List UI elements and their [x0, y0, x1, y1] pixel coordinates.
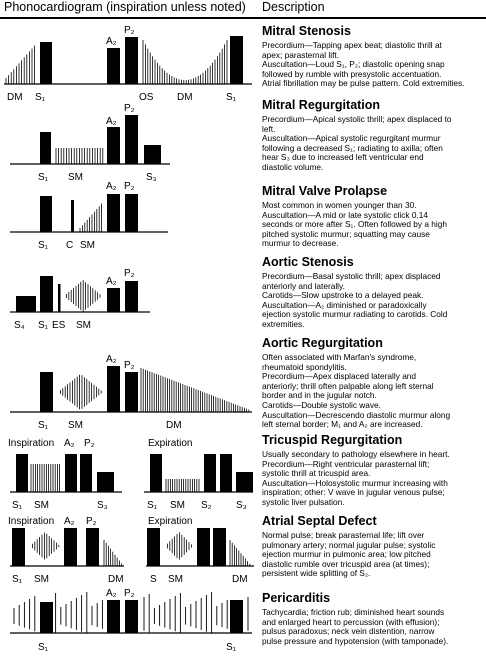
murmur-lines — [6, 46, 35, 84]
heart-sound-bar — [107, 600, 120, 633]
heart-sound-bar — [125, 115, 138, 164]
sound-label: P₂ — [86, 516, 97, 527]
murmur-lines — [30, 533, 59, 560]
murmur-lines — [64, 280, 100, 312]
sound-label: SM — [170, 500, 185, 511]
description-line: Precordium—Apex displaced laterally and — [262, 371, 417, 382]
ejection-sound-mark — [58, 284, 61, 312]
heart-sound-bar — [97, 472, 114, 492]
description-line: left. — [262, 123, 276, 134]
description-line: systolic thrill at tricuspid area. — [262, 468, 371, 479]
sound-label: P₂ — [84, 438, 95, 449]
condition-entry — [262, 98, 484, 173]
heart-sound-bar — [64, 528, 77, 566]
description-line: anteriorly and laterally. — [262, 280, 345, 291]
heart-sound-bar — [220, 454, 232, 492]
murmur-lines — [58, 375, 101, 410]
sound-label: DM — [108, 574, 124, 585]
description-line: and enlarged heart to percussion (with effusion); — [262, 616, 440, 627]
heart-sound-bar — [197, 528, 210, 566]
condition-entry — [262, 336, 484, 430]
condition-entry — [262, 184, 484, 249]
sound-label: Inspiration — [8, 516, 55, 527]
heart-sound-bar — [16, 296, 36, 312]
murmur-lines — [165, 532, 191, 559]
sound-label: A₂ — [106, 276, 117, 287]
condition-description — [262, 608, 484, 646]
heart-sound-bar — [125, 600, 138, 633]
heart-sound-bar — [107, 127, 120, 164]
heart-sound-bar — [204, 454, 216, 492]
sound-label: SM — [34, 574, 49, 585]
heart-sound-bar — [230, 36, 243, 84]
condition-title: Mitral Regurgitation — [262, 98, 381, 112]
description-line: Most common in women younger than 30. — [262, 200, 417, 210]
sound-label: A₂ — [64, 516, 75, 527]
description-line: following a decreased S₁; radiating to axilla; often — [262, 142, 443, 153]
sound-label: S₁ — [147, 500, 158, 511]
murmur-lines — [80, 204, 102, 232]
sound-label: SM — [68, 420, 83, 431]
heart-sound-bar — [16, 454, 28, 492]
description-line: anteriorly; thrill often palpable along left sternal — [262, 380, 434, 391]
sound-label: A₂ — [106, 354, 117, 365]
condition-entry — [262, 514, 484, 579]
description-line: extremities. — [262, 318, 305, 329]
sound-label: A₂ — [106, 36, 117, 47]
heart-sound-bar — [125, 372, 138, 412]
systolic-click-mark — [71, 200, 74, 232]
sound-label: S₁ — [12, 500, 23, 511]
description-line: ejection systolic murmur radiating to carotids. Cold — [262, 309, 448, 320]
condition-description — [262, 450, 484, 508]
description-line: pulsus paradoxus; neck vein distention, narrow — [262, 626, 435, 637]
sound-label: S₁ — [38, 172, 49, 183]
description-line: Precordium—Right ventricular parasternal lift; — [262, 458, 430, 469]
sound-label: P₂ — [124, 25, 135, 36]
heart-sound-bar — [125, 281, 138, 312]
description-line: Auscultation—Holosystolic murmur increasing with — [262, 477, 448, 488]
sound-label: P₂ — [124, 103, 135, 114]
sound-label: SM — [68, 172, 83, 183]
sound-label: P₂ — [124, 588, 135, 599]
condition-title: Atrial Septal Defect — [262, 514, 377, 528]
condition-description — [262, 531, 484, 579]
description-line: rheumatoid spondylitis. — [262, 361, 347, 372]
description-line: Precordium—Basal systolic thrill; apex displaced — [262, 271, 441, 281]
sound-label: S₁ — [12, 574, 23, 585]
description-line: pulmonary artery; normal jugular pulse; systolic — [262, 539, 436, 550]
heart-sound-bar — [86, 528, 99, 566]
sound-label: P₂ — [124, 181, 135, 192]
sound-label: S₁ — [226, 92, 237, 103]
sound-label: Expiration — [148, 438, 193, 449]
description-line: Auscultation—A₂ diminished or paradoxically — [262, 299, 427, 310]
heart-sound-bar — [125, 194, 138, 232]
heart-sound-bar — [125, 37, 138, 84]
description-line: border and in the jugular notch. — [262, 390, 377, 401]
sound-label: OS — [139, 92, 154, 103]
heart-sound-bar — [107, 366, 120, 412]
sound-label: S₁ — [38, 240, 49, 251]
sound-label: SM — [168, 574, 183, 585]
sound-label: DM — [177, 92, 193, 103]
heart-sound-bar — [80, 454, 92, 492]
sound-label: P₂ — [124, 268, 135, 279]
description-line: Often associated with Marfan's syndrome, — [262, 352, 417, 362]
heart-sound-bar — [40, 42, 52, 84]
description-line: diastolic volume. — [262, 161, 324, 172]
sound-label: SM — [76, 320, 91, 331]
heart-sound-bar — [230, 600, 243, 633]
description-line: Auscultation—Loud S₁, P₂; diastolic opening snap — [262, 59, 445, 70]
condition-description — [262, 272, 484, 330]
description-line: pulse pressure and hypotension (with tamponade). — [262, 635, 449, 646]
description-line: Carotids—Slow upstroke to a delayed peak. — [262, 290, 424, 301]
description-line: persistent wide splitting of S₂. — [262, 568, 371, 579]
description-line: pitched systolic murmur; squatting may cause — [262, 228, 430, 239]
sound-label: S₁ — [38, 320, 49, 331]
sound-label: DM — [166, 420, 182, 431]
sound-label: A₂ — [106, 588, 117, 599]
condition-description — [262, 353, 484, 430]
description-line: systolic liver pulsation. — [262, 496, 345, 507]
description-line: diastolic rumble over tricuspid area (at times); — [262, 558, 430, 569]
condition-title: Aortic Regurgitation — [262, 336, 383, 350]
condition-description — [262, 201, 484, 249]
description-line: apex; parasternal lift. — [262, 49, 340, 60]
heart-sound-bar — [107, 48, 120, 84]
condition-title: Tricuspid Regurgitation — [262, 433, 403, 447]
description-line: followed by rumble with presystolic accentuation. — [262, 68, 442, 79]
sound-label: S₁ — [226, 642, 237, 653]
sound-label: S — [150, 574, 157, 585]
heart-sound-bar — [150, 454, 162, 492]
condition-entry — [262, 24, 484, 89]
condition-description — [262, 115, 484, 173]
sound-label: ES — [52, 320, 66, 331]
heart-sound-bar — [147, 528, 160, 566]
condition-title: Pericarditis — [262, 591, 331, 605]
description-line: Auscultation—Decrescendo diastolic murmur along — [262, 409, 451, 420]
heart-sound-bar — [236, 472, 253, 492]
sound-label: SM — [34, 500, 49, 511]
description-line: seconds or more after S₁. Often followed by a high — [262, 219, 447, 230]
condition-title: Mitral Stenosis — [262, 24, 351, 38]
sound-label: S₃ — [97, 500, 108, 511]
diagram-column-header: Phonocardiogram (inspiration unless noted) — [4, 0, 246, 14]
description-line: left sternal border; M₁ and A₂ are increased. — [262, 419, 423, 430]
heart-sound-bar — [144, 145, 161, 164]
heart-sound-bar — [107, 194, 120, 232]
condition-entry — [262, 591, 484, 646]
condition-title: Mitral Valve Prolapse — [262, 184, 388, 198]
sound-label: S₃ — [146, 172, 157, 183]
description-line: Carotids—Double systolic wave. — [262, 399, 381, 410]
description-column-header: Description — [262, 0, 325, 14]
description-line: Usually secondary to pathology elsewhere in heart. — [262, 449, 450, 459]
condition-entry — [262, 433, 484, 508]
condition-description — [262, 41, 484, 89]
heart-sound-bar — [40, 602, 53, 633]
sound-label: S₁ — [38, 642, 49, 653]
sound-label: S₃ — [236, 500, 247, 511]
sound-label: A₂ — [106, 181, 117, 192]
description-line: inspiration; other: V wave in jugular venous pulse; — [262, 487, 445, 498]
heart-sound-bar — [40, 196, 52, 232]
murmur-lines — [143, 40, 227, 84]
sound-label: DM — [7, 92, 23, 103]
sound-label: S₄ — [14, 320, 25, 331]
heart-sound-bar — [213, 528, 226, 566]
sound-label: Expiration — [148, 516, 193, 527]
sound-label: S₁ — [38, 420, 49, 431]
murmur-lines — [56, 148, 103, 164]
sound-label: SM — [80, 240, 95, 251]
murmur-lines — [230, 540, 250, 566]
description-line: Precordium—Tapping apex beat; diastolic thrill at — [262, 40, 442, 50]
description-line: Precordium—Apical systolic thrill; apex displaced to — [262, 114, 452, 124]
sound-label: C — [66, 240, 74, 251]
description-line: hear S₃ due to increased left ventricular end — [262, 152, 424, 163]
description-line: Atrial fibrillation may be pulse pattern. Cold extremities. — [262, 78, 465, 89]
heart-sound-bar — [12, 528, 25, 566]
sound-label: S₂ — [201, 500, 212, 511]
description-line: Normal pulse; break parasternal life; lift over — [262, 530, 425, 540]
description-line: Auscultation—A mid or late systolic click 0.14 — [262, 209, 429, 220]
condition-entry — [262, 255, 484, 330]
sound-label: P₂ — [124, 360, 135, 371]
heart-sound-bar — [40, 372, 53, 412]
heart-sound-bar — [65, 454, 77, 492]
sound-label: DM — [232, 574, 248, 585]
murmur-lines — [31, 464, 60, 492]
murmur-lines — [104, 540, 122, 566]
description-line: ejection murmur in pulmonic area; low pitched — [262, 549, 431, 560]
description-line: Auscultation—Apical systolic regurgitant murmur — [262, 133, 441, 144]
murmur-lines — [166, 479, 199, 492]
sound-label: Inspiration — [8, 438, 55, 449]
heart-sound-bar — [40, 276, 53, 312]
sound-label: S₁ — [35, 92, 46, 103]
sound-label: A₂ — [64, 438, 75, 449]
sound-label: A₂ — [106, 116, 117, 127]
murmur-lines — [141, 368, 249, 412]
description-line: murmur to decrease. — [262, 238, 339, 249]
condition-title: Aortic Stenosis — [262, 255, 354, 269]
heart-sound-bar — [107, 288, 120, 312]
heart-sound-bar — [40, 132, 51, 164]
description-line: Tachycardia; friction rub; diminished heart sounds — [262, 607, 445, 617]
